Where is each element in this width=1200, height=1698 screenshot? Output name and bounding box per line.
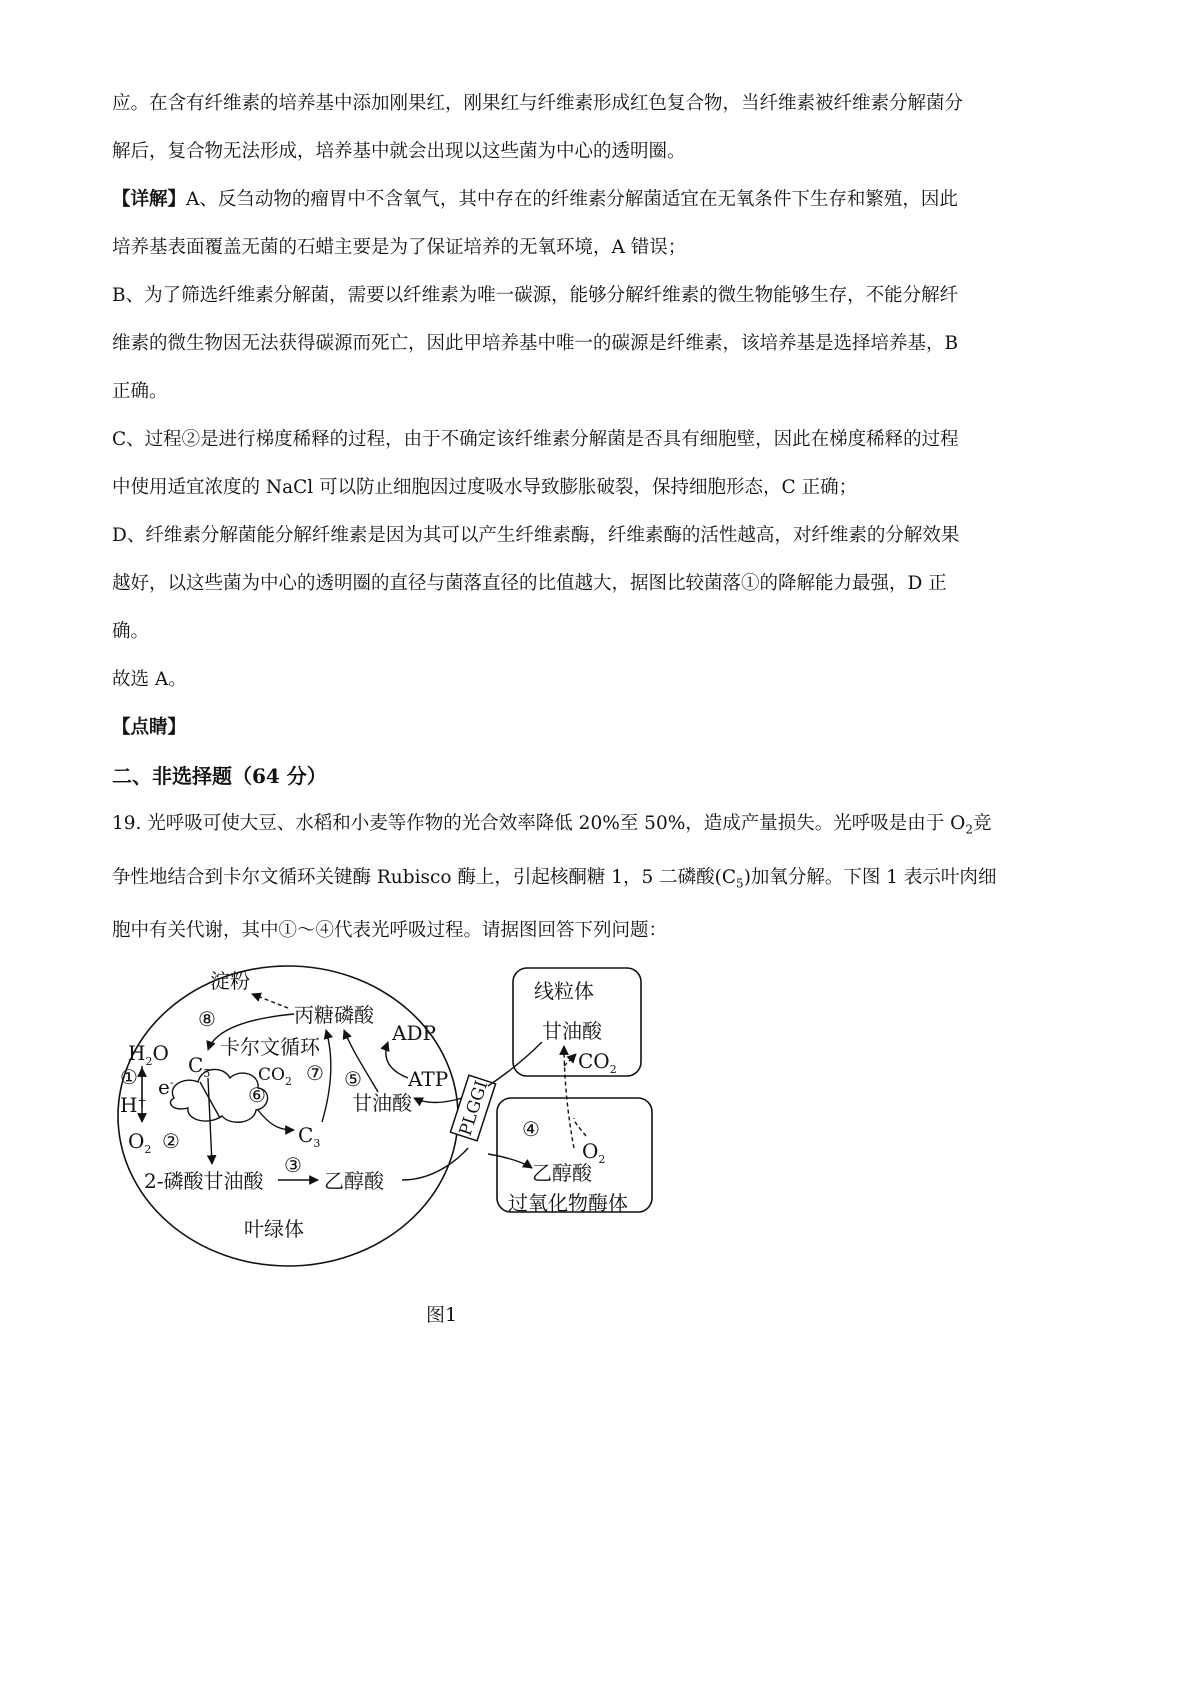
step-marker-8: ⑧ (198, 1007, 216, 1031)
paragraph-line: 正确。 (112, 381, 168, 402)
triose-phosphate-label: 丙糖磷酸 (294, 1003, 374, 1027)
question-line (112, 866, 1092, 896)
arrow-glycolate-to-peroxisome (402, 1148, 468, 1180)
water-label: $H_2O$ (128, 1041, 169, 1068)
glycolate-chloroplast-label: 乙醇酸 (324, 1169, 384, 1193)
arrow-triose-to-starch (252, 994, 288, 1008)
paragraph-line: 确。 (112, 621, 150, 642)
glycerate-chloroplast-label: 甘油酸 (352, 1091, 412, 1115)
peroxisome-label: 过氧化物酶体 (508, 1191, 628, 1215)
chloroplast-label: 叶绿体 (244, 1217, 304, 1241)
paragraph-line: 中使用适宜浓度的 NaCl 可以防止细胞因过度吸水导致膨胀破裂，保持细胞形态，C 正确； (112, 477, 858, 498)
arrow-plggi-to-glycerate (414, 1098, 462, 1103)
arrow-peroxisome-up (564, 1046, 574, 1148)
question-line (112, 812, 1092, 842)
o2-peroxisome-label: $O_2$ (582, 1139, 606, 1166)
paragraph-line: 应。在含有纤维素的培养基中添加刚果红，刚果红与纤维素形成红色复合物，当纤维素被纤维素分解菌分 (112, 93, 964, 114)
plggi-label: PLGGI (455, 1078, 493, 1139)
calvin-cycle-label: 卡尔文循环 (220, 1035, 320, 1059)
arrow-mito-to-plggi (488, 1042, 542, 1086)
comment-text: 【点睛】 (112, 717, 187, 738)
step-marker-7: ⑦ (306, 1061, 324, 1085)
step-marker-2: ② (162, 1129, 180, 1153)
question-line: 胞中有关代谢，其中①～④代表光呼吸过程。请据图回答下列问题： (112, 920, 668, 942)
electron-label: e- (158, 1075, 174, 1099)
question-text: 争性地结合到卡尔文循环关键酶 Rubisco 酶上，引起核酮糖 1，5 二磷酸(C (112, 866, 737, 888)
proton-label: H+ (120, 1093, 147, 1117)
detail-label: 【详解】 (112, 189, 187, 210)
figure-1 (112, 958, 712, 1268)
co2-mitochondrion-label: $CO_2$ (578, 1049, 617, 1076)
paragraph-line: 解后，复合物无法形成，培养基中就会出现以这些菌为中心的透明圈。 (112, 141, 686, 162)
phosphoglycolate-label: 2-磷酸甘油酸 (144, 1169, 264, 1193)
step-marker-4: ④ (522, 1117, 540, 1141)
paragraph-line: 维素的微生物因无法获得碳源而死亡，因此甲培养基中唯一的碳源是纤维素，该培养基是选择培养基，B (112, 333, 959, 354)
subscript: 2 (965, 822, 973, 837)
adp-label: ADP (392, 1021, 436, 1045)
step-marker-1: ① (120, 1065, 138, 1089)
figure-caption: 图1 (426, 1304, 458, 1326)
c3-label: $C_3$ (298, 1123, 321, 1150)
paragraph-line: 培养基表面覆盖无菌的石蜡主要是为了保证培养的无氧环境，A 错误； (112, 237, 687, 258)
glycerate-mitochondrion-label: 甘油酸 (542, 1019, 602, 1043)
paragraph-line: C、过程②是进行梯度稀释的过程，由于不确定该纤维素分解菌是否具有细胞壁，因此在梯度稀释的过程 (112, 429, 959, 450)
arrow-atp-to-adp (386, 1042, 408, 1078)
glycolate-peroxisome-label: 乙醇酸 (532, 1161, 592, 1185)
comment-label (112, 716, 1092, 740)
section-heading: 二、非选择题（64 分） (112, 764, 327, 788)
arrow-o2-peroxisome (574, 1118, 586, 1136)
arrow-to-co2 (564, 1054, 576, 1066)
step-marker-6: ⑥ (248, 1083, 266, 1107)
metabolism-diagram (112, 958, 712, 1268)
answer-line: 故选 A。 (112, 669, 187, 690)
arrow-cloud-to-c3 (258, 1110, 294, 1130)
question-text: 竞 (973, 813, 992, 834)
atp-label: ATP (408, 1067, 449, 1091)
paragraph-line: 越好，以这些菌为中心的透明圈的直径与菌落直径的比值越大，据图比较菌落①的降解能力最强，D 正 (112, 573, 947, 594)
mitochondrion-label: 线粒体 (534, 979, 594, 1003)
c5-label: $C_5$ (188, 1053, 211, 1080)
step-marker-3: ③ (284, 1153, 302, 1177)
starch-label: 淀粉 (210, 969, 250, 993)
co2-chloroplast-label: $CO_2$ (258, 1065, 292, 1088)
paragraph-line (112, 188, 1092, 212)
document-body (112, 92, 1092, 943)
arrow-plggi-to-peroxisome (488, 1154, 532, 1168)
question-text: )加氧分解。下图 1 表示叶肉细 (743, 866, 997, 888)
step-marker-5: ⑤ (344, 1067, 362, 1091)
question-text: 19. 光呼吸可使大豆、水稻和小麦等作物的光合效率降低 20%至 50%，造成产量损失。光呼吸是由于 O (112, 813, 966, 834)
paragraph-line: B、为了筛选纤维素分解菌，需要以纤维素为唯一碳源，能够分解纤维素的微生物能够生存，不能分解纤 (112, 285, 959, 306)
o2-chloroplast-label: $O_2$ (128, 1129, 152, 1156)
paragraph-line: D、纤维素分解菌能分解纤维素是因为其可以产生纤维素酶，纤维素酶的活性越高，对纤维素的分解效果 (112, 525, 960, 546)
subscript: 5 (736, 876, 744, 891)
paragraph-text: A、反刍动物的瘤胃中不含氧气，其中存在的纤维素分解菌适宜在无氧条件下生存和繁殖，因此 (186, 189, 958, 210)
